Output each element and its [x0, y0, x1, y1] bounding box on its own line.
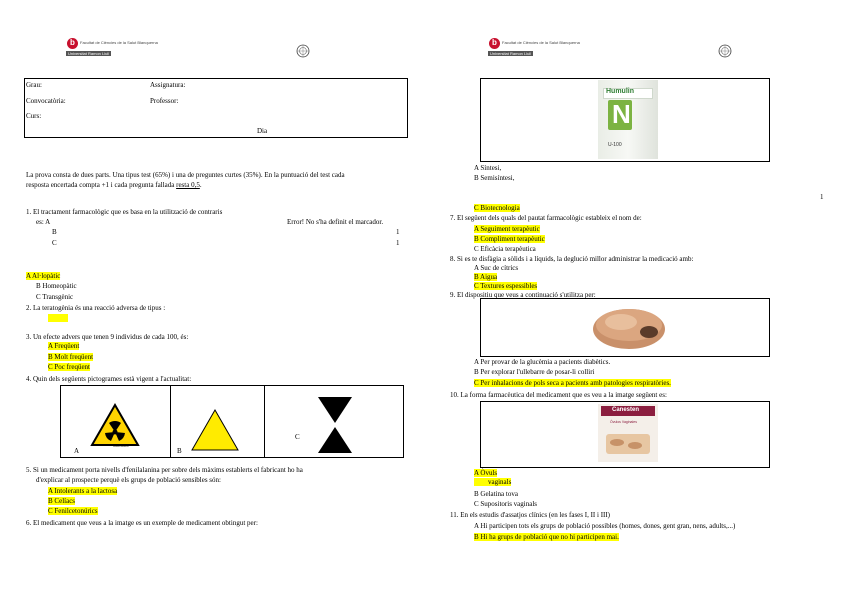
q11-a: A Hi participen tots els grups de població possibles (homes, dones, gent gran, nens, adults,...) — [474, 522, 736, 530]
table-divider — [170, 385, 171, 457]
page-number: 1 — [820, 193, 824, 201]
q11-text: 11. En els estudis d'assatjos clínics (en les fases I, II i III) — [450, 511, 611, 519]
q9-text: 9. El dispositiu que veus a continuació s'utilitza per: — [450, 291, 596, 299]
q3-b: B Molt freqüent — [48, 353, 94, 361]
hourglass-pictogram-icon — [318, 397, 352, 453]
q8-a: A Suc de cítrics — [474, 264, 519, 272]
q5-c: C Fenilcetonúrics — [48, 507, 98, 515]
q1-n2: 1 — [396, 239, 400, 247]
university-seal-icon — [718, 44, 732, 58]
inhaler-device-photo — [589, 302, 669, 352]
q6-a: A Síntesi, — [474, 164, 502, 172]
faculty-logo: b — [489, 38, 500, 49]
q7-a: A Seguiment terapèutic — [474, 225, 540, 233]
q1-answer-b: B Homeopàtic — [36, 282, 77, 290]
logo-line2: Universitat Ramon Llull — [490, 51, 532, 56]
insulin-letter: N — [612, 99, 631, 129]
logo-line2: Universitat Ramon Llull — [68, 51, 110, 56]
logo-line1: Facultat de Ciències de la Salut Blanquerna — [80, 40, 158, 45]
q6-b: B Semisíntesi, — [474, 174, 515, 182]
q3-c: C Poc freqüent — [48, 363, 90, 371]
radioactive-pictogram-icon — [90, 403, 140, 447]
q3-text: 3. Un efecte advers que tenen 9 individus de cada 100, és: — [26, 333, 189, 341]
assignatura-label: Assignatura: — [150, 81, 186, 89]
q4-a-caption: Producto radiactivo — [113, 446, 129, 448]
dia-label: Dia — [257, 127, 268, 135]
q5-line1: 5. Si un medicament porta nivells d'fenilalanina per sobre dels màxims establerts el fabricant ho ha — [26, 466, 303, 474]
q4-text: 4. Quin dels següents pictogrames està vigent a l'actualitat: — [26, 375, 192, 383]
q11-b: B Hi ha grups de població que no hi participen mai. — [474, 533, 619, 541]
intro-line1: La prova consta de dues parts. Una tipus test (65%) i una de preguntes curtes (35%). En la puntuació del test cada — [26, 171, 345, 179]
q5-a: A Intolerants a la lactosa — [48, 487, 118, 495]
q10-text: 10. La forma farmacèutica del medicament que es veu a la imatge següent es: — [450, 391, 667, 399]
q8-text: 8. Si es te disfàgia a sòlids i a líquids, la deglució millor administrar la medicació amb: — [450, 255, 694, 263]
q10-a: A Òvuls — [474, 469, 498, 477]
convocatoria-label: Convocatòria: — [26, 97, 66, 105]
professor-label: Professor: — [150, 97, 179, 105]
university-seal-icon — [296, 44, 310, 58]
logo-line1: Facultat de Ciències de la Salut Blanquerna — [502, 40, 580, 45]
q2-text: 2. La teratogènia és una reacció adversa de tipus : — [26, 304, 166, 312]
q9-a: A Per provar de la glucèmia a pacients diabètics. — [474, 358, 611, 366]
q1-answer-a: A Al·lopàtic — [26, 272, 61, 280]
grau-label: Grau: — [26, 81, 42, 89]
q8-c: C Textures espessibles — [474, 282, 538, 290]
q7-c: C Eficàcia terapèutica — [474, 245, 536, 253]
faculty-logo: b — [67, 38, 78, 49]
q5-b: B Celíacs — [48, 497, 76, 505]
q5-line2: d'explicar al prospecte perquè els grups de població sensibles són: — [36, 476, 221, 484]
q4-label-c: C — [295, 433, 300, 441]
q1-answer-c: C Transgènic — [36, 293, 74, 301]
q1-n1: 1 — [396, 228, 400, 236]
insulin-brand: Humulin — [606, 88, 634, 95]
q1-es: es: A — [36, 218, 51, 226]
q6-text: 6. El medicament que veus a la imatge es un exemple de medicament obtingut per: — [26, 519, 258, 527]
canesten-brand: Canesten — [612, 407, 640, 413]
yellow-triangle-pictogram-icon — [190, 408, 240, 452]
q4-label-a: A — [74, 447, 80, 455]
q2-blank-highlight — [48, 314, 68, 322]
canesten-subtitle: Óvulos Vaginales — [610, 420, 637, 424]
q3-a: A Freqüent — [48, 342, 80, 350]
q7-b: B Compliment terapèutic — [474, 235, 545, 243]
q1-c: C — [52, 239, 57, 247]
q10-b: B Gelatina tova — [474, 490, 518, 498]
q9-b: B Per explorar l'ullebarre de posar-li colliri — [474, 368, 595, 376]
q10-a2: vaginals — [474, 478, 511, 486]
q9-c: C Per inhalacions de pols seca a pacients amb patologies respiratòries. — [474, 379, 671, 387]
insulin-vial-photo — [598, 80, 658, 159]
exam-header-box — [24, 78, 408, 138]
table-divider — [264, 385, 265, 457]
q1-text: 1. El tractament farmacològic que es basa en la utilització de contraris — [26, 208, 223, 216]
q7-text: 7. El següent dels quals del pautat farmacològic estableix el nom de: — [450, 214, 642, 222]
q6-c: C Biotecnologia — [474, 204, 520, 212]
q1-error: Error! No s'ha definit el marcador. — [287, 218, 384, 226]
curs-label: Curs: — [26, 112, 42, 120]
q4-label-b: B — [177, 447, 182, 455]
canesten-box-photo — [598, 404, 658, 462]
q8-b: B Aigua — [474, 273, 498, 281]
q10-c: C Supositoris vaginals — [474, 500, 538, 508]
q1-b: B — [52, 228, 57, 236]
intro-line2: resposta encertada compta +1 i cada pregunta fallada resta 0,5. — [26, 181, 202, 189]
insulin-units: U-100 — [608, 142, 622, 148]
